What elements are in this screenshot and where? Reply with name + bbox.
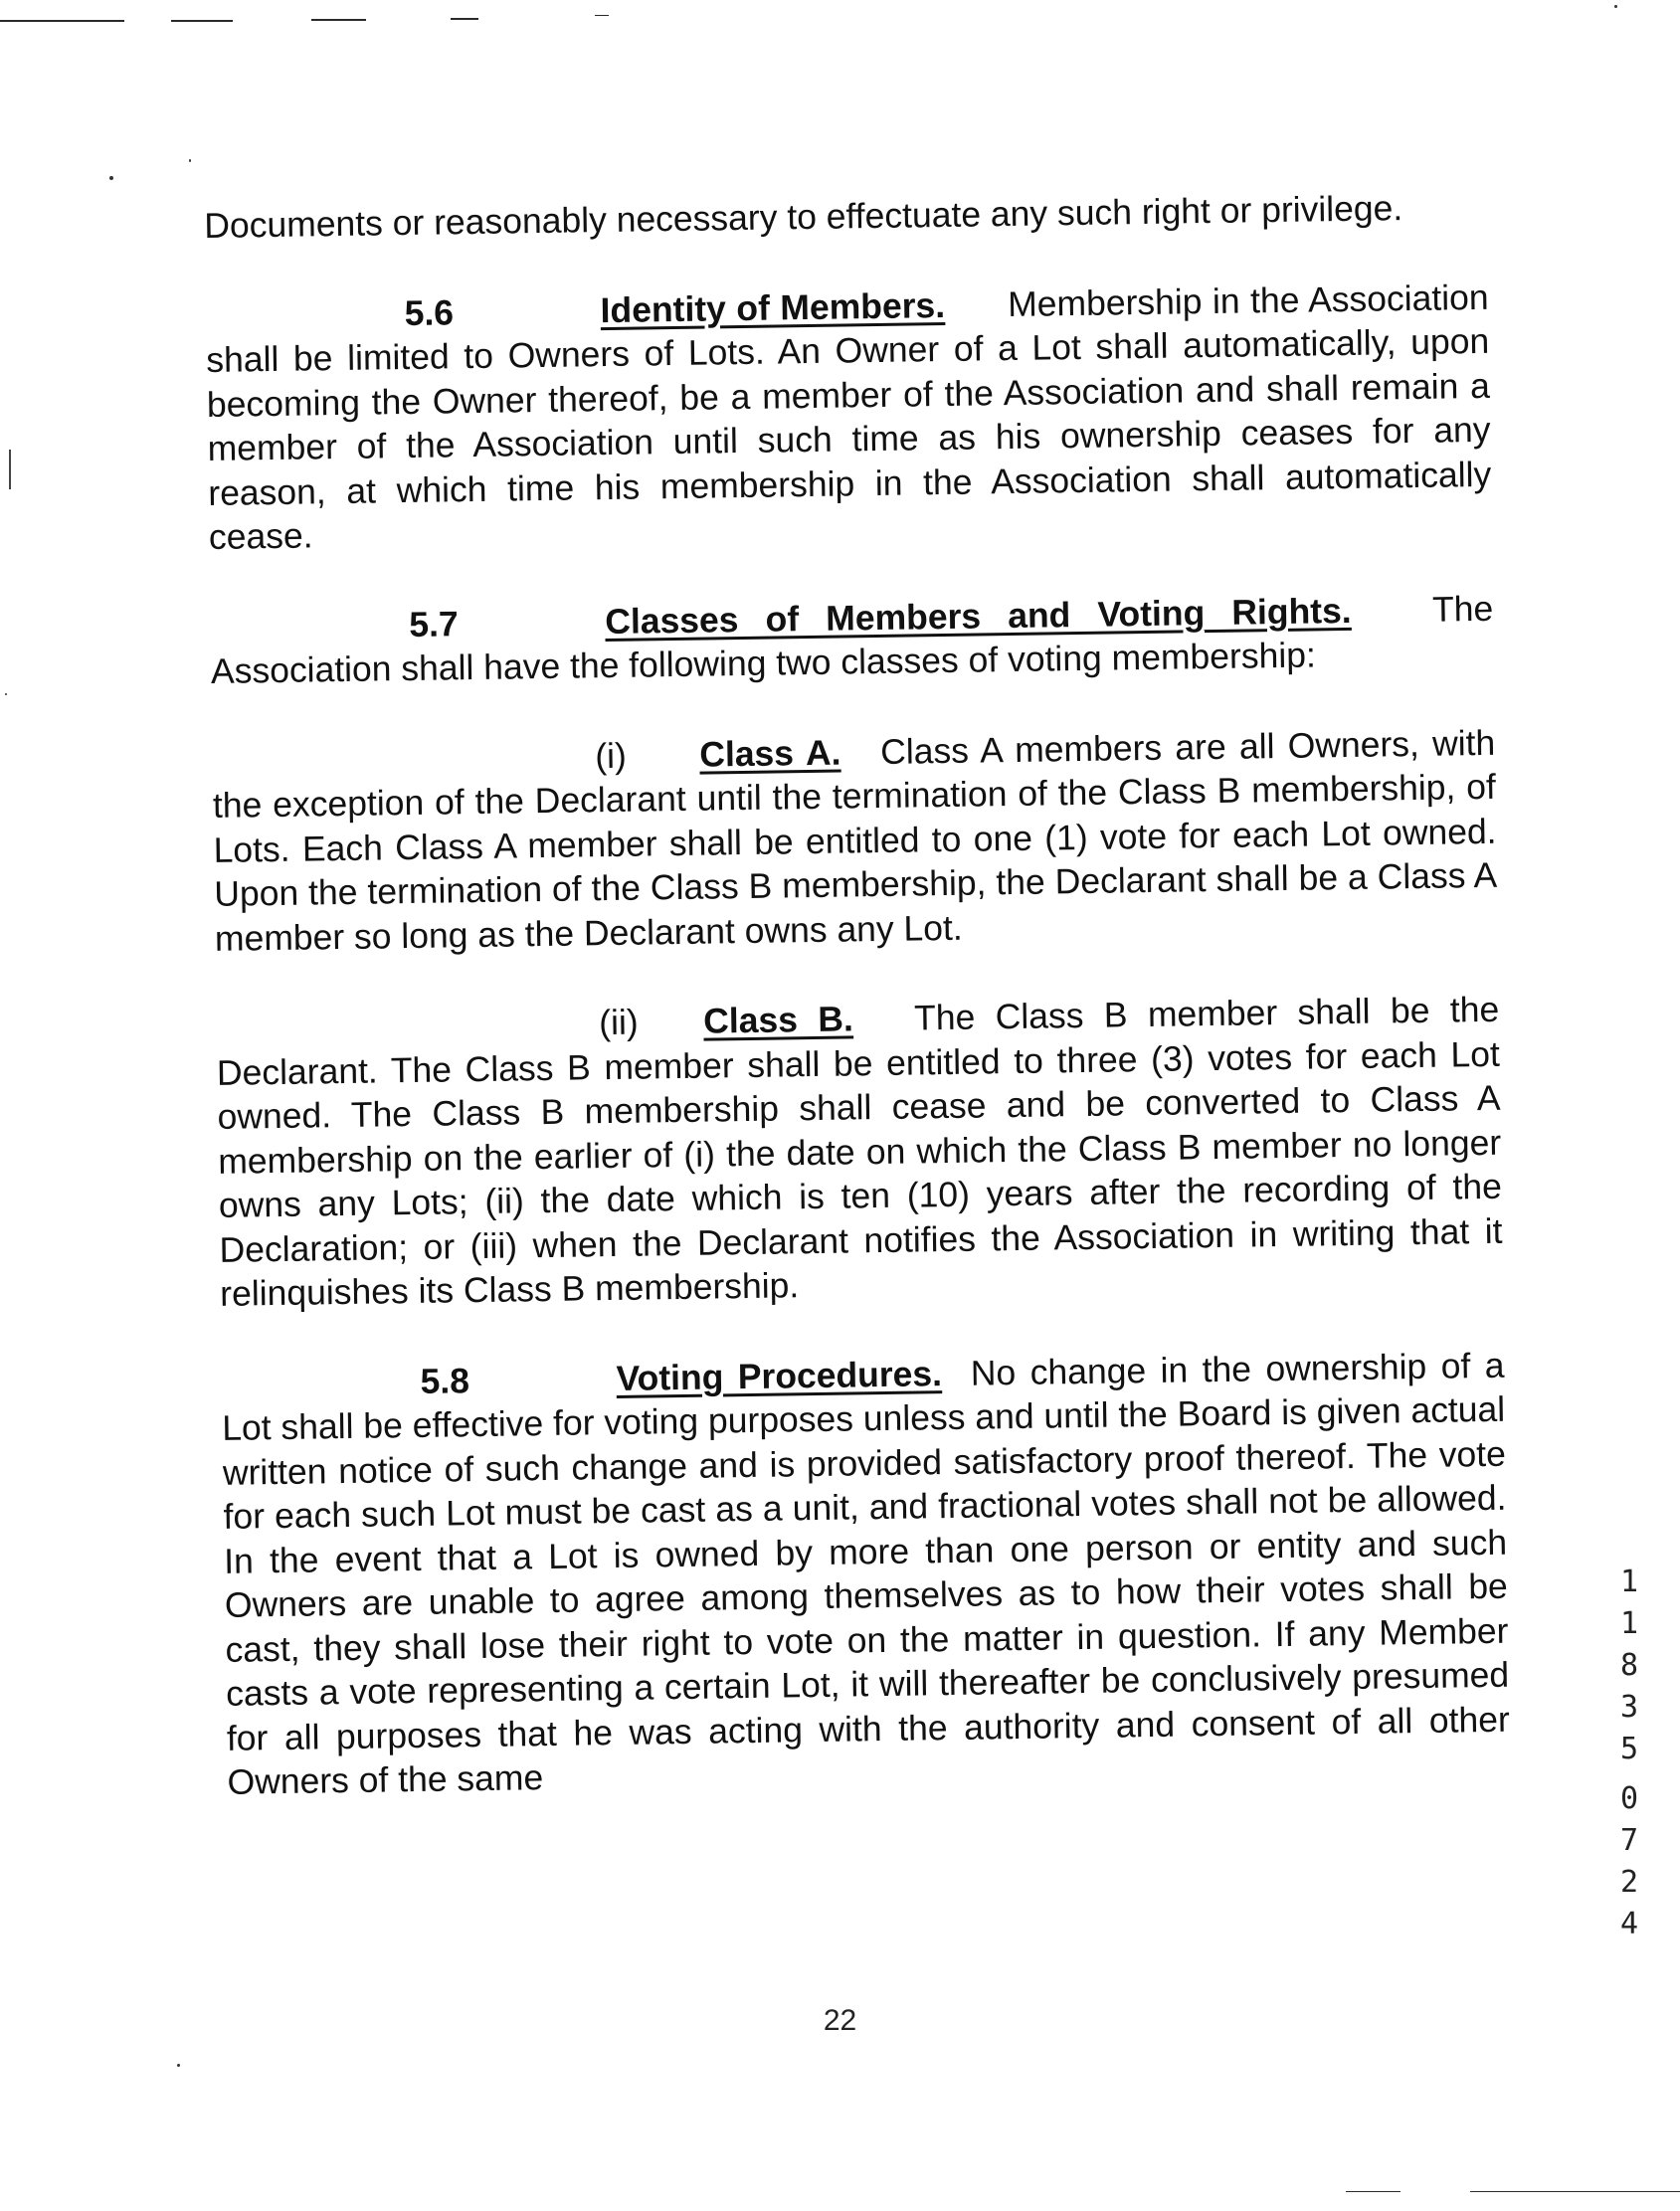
scan-artifact-dot <box>177 2064 180 2067</box>
subsection-title: Class A. <box>698 732 841 775</box>
scan-artifact-line <box>311 19 366 21</box>
stamp-digit: 4 <box>1619 1907 1639 1941</box>
margin-stamp-top <box>1609 1562 1649 1770</box>
section-title: Classes of Members and Voting Rights. <box>604 590 1352 642</box>
stamp-digit: 8 <box>1619 1648 1639 1683</box>
scan-artifact-dot <box>1614 5 1617 8</box>
scan-artifact-dot <box>109 176 113 180</box>
scan-artifact-line <box>0 20 124 22</box>
stamp-digit: 7 <box>1619 1823 1639 1858</box>
section-title: Voting Procedures. <box>616 1353 943 1398</box>
stamp-digit: 1 <box>1619 1565 1639 1599</box>
stamp-digit: 2 <box>1619 1865 1639 1900</box>
margin-stamp-bottom <box>1609 1778 1649 1945</box>
scan-artifact-dot <box>5 693 7 695</box>
scan-artifact-mark <box>9 450 11 489</box>
section-title: Identity of Members. <box>600 284 946 330</box>
section-body: The Association shall have the following two classes of voting membership: <box>210 588 1494 691</box>
page-number: 22 <box>823 2004 857 2037</box>
subsection-class-a <box>212 720 1498 961</box>
scan-artifact-line <box>1470 2191 1680 2192</box>
section-5-8 <box>221 1343 1510 1804</box>
subsection-body: The Class B member shall be the Declarant. The Class B member shall be entitled to three (3) votes for each Lot owned. The Class B membership shall cease and be converted to Class A membership on the earlier of (i) the date on which the Class B member no longer owns any Lots; (ii) the date which is ten (10) years after the recording of the Declaration; or (iii) when the Declarant notifies the Association in writing that it relinquishes its Class B membership. <box>216 989 1503 1314</box>
subsection-class-b <box>216 988 1503 1317</box>
section-number: 5.6 <box>404 291 455 333</box>
scan-artifact-line <box>1346 2191 1400 2192</box>
scan-artifact-dot <box>189 159 191 162</box>
stamp-digit: 0 <box>1619 1781 1639 1816</box>
section-body: No change in the ownership of a Lot shall be effective for voting purposes unless and until the Board is given actual written notice of such change and is provided satisfactory proof thereof. The vote for each such Lot must be cast as a unit, and fractional votes shall not be allowed. In the event that a Lot is owned by more than one person or entity and such Owners are unable to agree among themselves as to how their votes shall be cast, they shall lose their right to vote on the matter in question. If any Member casts a vote representing a certain Lot, it will thereafter be conclusively presumed for all purposes that he was acting with the authority and consent of all other Owners of the same <box>221 1345 1511 1802</box>
section-5-6 <box>205 275 1492 559</box>
opening-text: Documents or reasonably necessary to effectuate any such right or privilege. <box>204 188 1403 246</box>
stamp-digit: 5 <box>1619 1732 1639 1766</box>
stamp-digit: 1 <box>1619 1606 1639 1641</box>
subsection-number: (ii) <box>598 1002 639 1043</box>
subsection-number: (i) <box>594 735 628 776</box>
document-body <box>204 185 1511 1850</box>
section-5-7 <box>210 586 1494 693</box>
scan-artifact-line <box>451 18 478 20</box>
section-number: 5.7 <box>408 603 459 645</box>
section-number: 5.8 <box>420 1360 470 1401</box>
scan-artifact-line <box>595 15 609 16</box>
stamp-digit: 3 <box>1619 1690 1639 1725</box>
subsection-body: Class A members are all Owners, with the exception of the Declarant until the termination of the Class B membership, of Lots. Each Class A member shall be entitled to one (1) vote for each Lot owned. Upon the termination of the Class B membership, the Declarant shall be a Class A member so long as the Declarant owns any Lot. <box>212 722 1498 959</box>
subsection-title: Class B. <box>702 999 854 1041</box>
scan-artifact-line <box>171 20 233 22</box>
section-body: Membership in the Association shall be limited to Owners of Lots. An Owner of a Lot shall automatically, upon becoming the Owner thereof, be a member of the Association and shall remain a member of the Association until such time as his ownership ceases for any reason, at which time his membership in the Association shall automatically cease. <box>206 276 1492 557</box>
opening-paragraph <box>204 185 1488 249</box>
